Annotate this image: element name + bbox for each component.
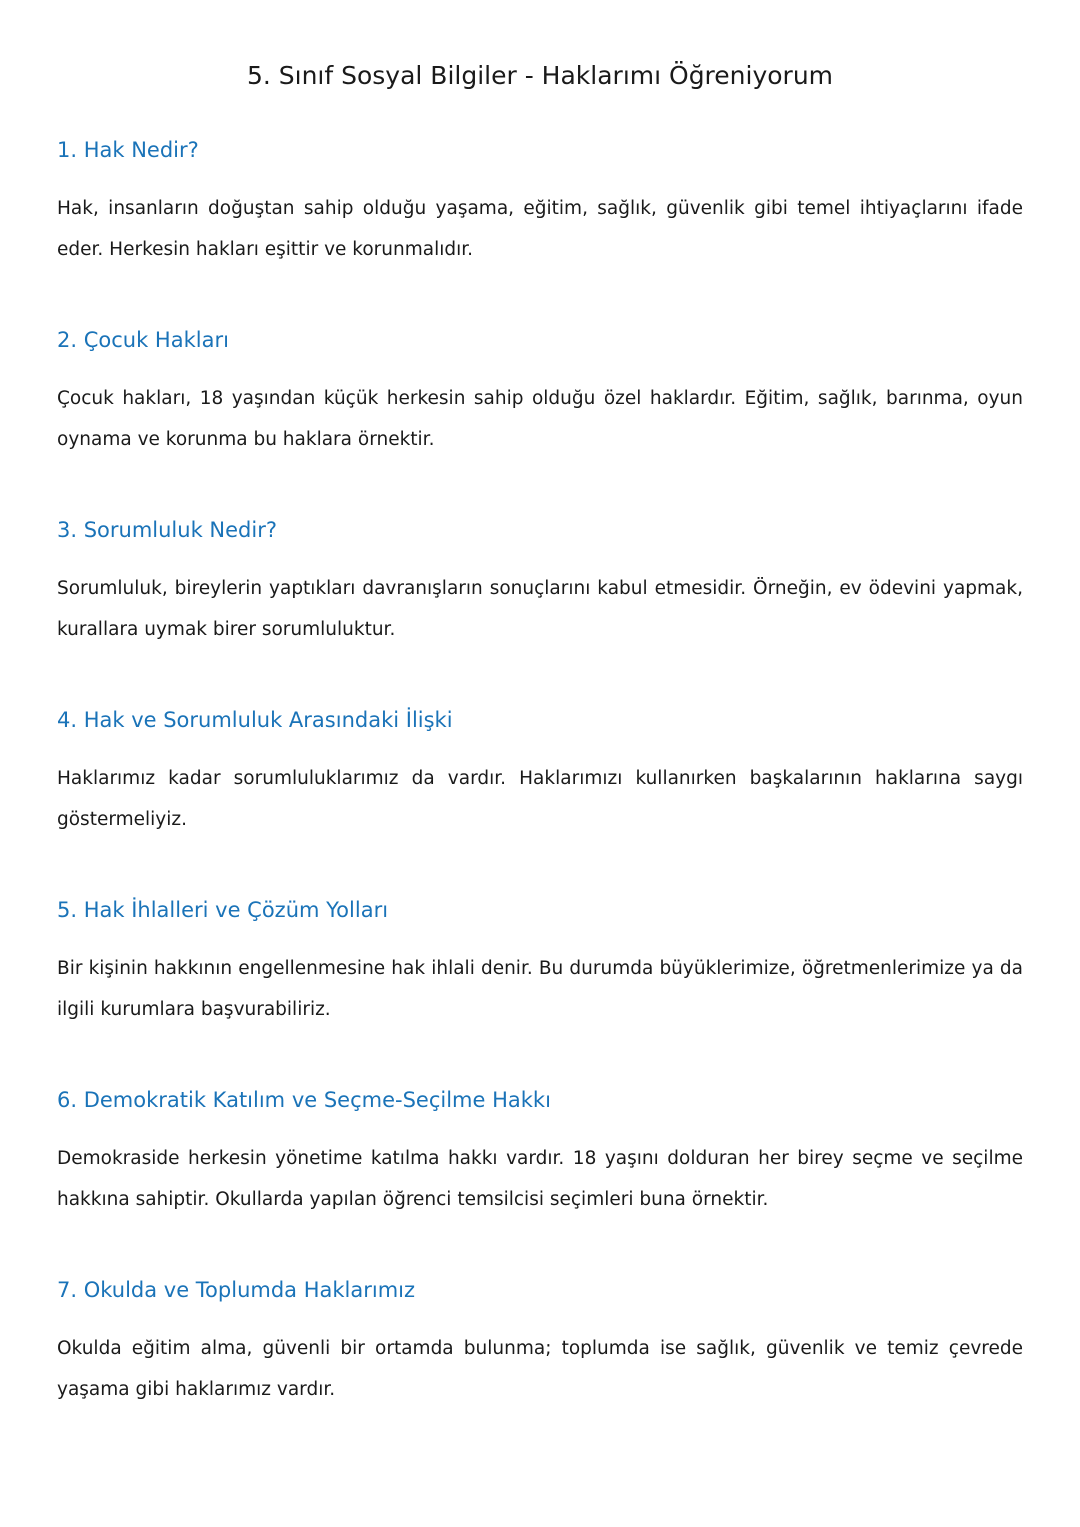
section-heading: 3. Sorumluluk Nedir? [57,518,277,542]
section-hak-sorumluluk-iliskisi [57,705,1023,840]
section-body: Sorumluluk, bireylerin yaptıkları davranışların sonuçlarını kabul etmesidir. Örneğin, ev ödevini yapmak, kurallara uymak birer sorumluluktur. [57,578,1023,640]
section-list [57,135,1023,1410]
section-hak-ihlalleri [57,895,1023,1030]
section-heading: 6. Demokratik Katılım ve Seçme-Seçilme Hakkı [57,1088,551,1112]
section-demokratik-katilim [57,1085,1023,1220]
section-hak-nedir [57,135,1023,270]
section-body: Çocuk hakları, 18 yaşından küçük herkesin sahip olduğu özel haklardır. Eğitim, sağlık, barınma, oyun oynama ve korunma bu haklara örnektir. [57,388,1023,450]
section-cocuk-haklari [57,325,1023,460]
section-okulda-toplumda [57,1275,1023,1410]
section-sorumluluk-nedir [57,515,1023,650]
section-body: Haklarımız kadar sorumluluklarımız da vardır. Haklarımızı kullanırken başkalarının haklarına saygı göstermeliyiz. [57,768,1023,830]
section-body: Bir kişinin hakkının engellenmesine hak ihlali denir. Bu durumda büyüklerimize, öğretmenlerimize ya da ilgili kurumlara başvurabiliriz. [57,958,1023,1020]
section-body: Hak, insanların doğuştan sahip olduğu yaşama, eğitim, sağlık, güvenlik gibi temel ihtiyaçlarını ifade eder. Herkesin hakları eşittir ve korunmalıdır. [57,198,1023,260]
document-title: 5. Sınıf Sosyal Bilgiler - Haklarımı Öğreniyorum [246,61,834,90]
section-heading: 4. Hak ve Sorumluluk Arasındaki İlişki [57,708,453,732]
section-heading: 2. Çocuk Hakları [57,328,229,352]
section-heading: 7. Okulda ve Toplumda Haklarımız [57,1278,416,1302]
section-heading: 5. Hak İhlalleri ve Çözüm Yolları [57,898,389,922]
section-body: Demokraside herkesin yönetime katılma hakkı vardır. 18 yaşını dolduran her birey seçme ve seçilme hakkına sahiptir. Okullarda yapılan öğrenci temsilcisi seçimleri buna örnektir. [57,1148,1023,1210]
section-body: Okulda eğitim alma, güvenli bir ortamda bulunma; toplumda ise sağlık, güvenlik ve temiz çevrede yaşama gibi haklarımız vardır. [57,1338,1023,1400]
section-heading: 1. Hak Nedir? [57,138,199,162]
